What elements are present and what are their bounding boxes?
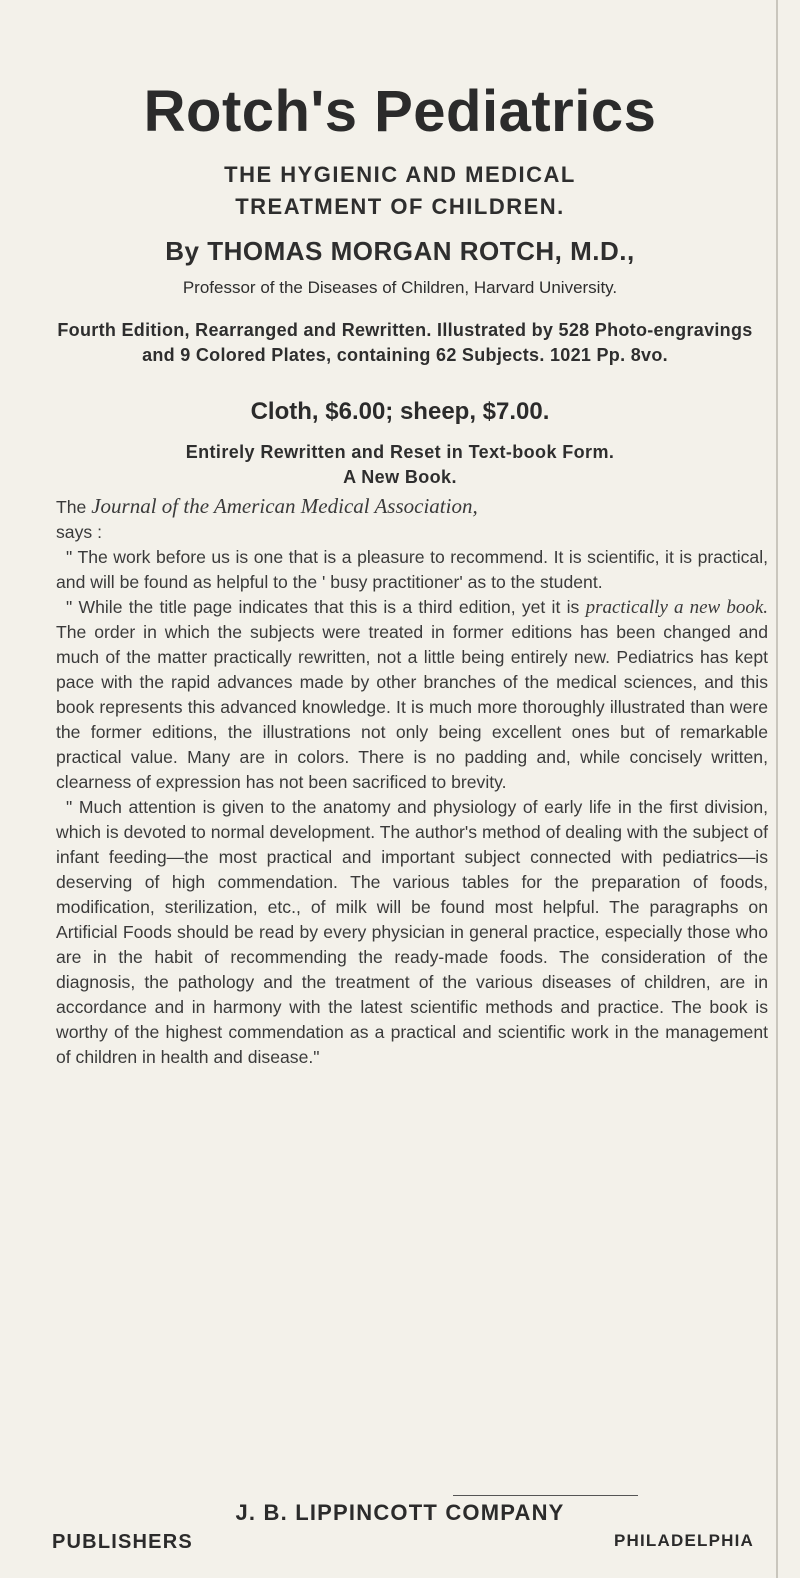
review-source <box>56 494 768 520</box>
review-paragraph-3: " Much attention is given to the anatomy and physiology of early life in the first division, which is devoted to normal development. The author's method of dealing with the subject of infant feeding—the most practical and important subject connected with pediatrics—is deserving of high commendation. The various tables for the preparation of foods, modification, sterilization, etc., of milk will be found most helpful. The paragraphs on Artificial Foods should be read by every physician in general practice, especially those who are in the habit of recommending the ready-made foods. The consideration of the diagnosis, the pathology and the treatment of the various diseases of children, are in accordance and in harmony with the latest scientific methods and practice. The book is worthy of the highest commendation as a practical and scientific work in the management of children in health and disease." <box>56 797 768 1067</box>
rewritten-notice <box>0 440 800 490</box>
publisher-name: J. B. LIPPINCOTT COMPANY <box>235 1500 565 1525</box>
rewritten-line-2: A New Book. <box>343 467 457 487</box>
publisher-city: PHILADELPHIA <box>613 1531 754 1550</box>
review-quote <box>56 494 768 1070</box>
review-p2-end: The order in which the subjects were treated in former editions has been changed and much of the matter practically rewritten, not a little being entirely new. Pediatrics has kept pace with the rapid advances made by other branches of the medical sciences, and this book represents this advanced knowledge. It is much more thoroughly illustrated than were the former editions, the illustrations not only being excellent ones but of remarkable practical value. Many are in colors. There is no padding and, while concisely written, clearness of expression has not been sacrificed to brevity. <box>56 622 768 792</box>
review-paragraph-2 <box>56 595 768 795</box>
rewritten-line-1: Entirely Rewritten and Reset in Text-book Form. <box>185 442 615 462</box>
journal-name: Journal of the American Medical Association, <box>91 494 478 518</box>
review-says: says : <box>56 522 102 542</box>
book-title: Rotch's Pediatrics <box>143 79 657 144</box>
author-title: Professor of the Diseases of Children, Harvard University. <box>182 278 618 297</box>
subtitle-line-2: TREATMENT OF CHILDREN. <box>235 194 565 219</box>
author-line: By THOMAS MORGAN ROTCH, M.D., <box>165 236 635 266</box>
review-p2-emphasis: practically a new book. <box>585 597 768 618</box>
edition-details: Fourth Edition, Rearranged and Rewritten. Illustrated by 528 Photo-engravings and 9 Colored Plates, containing 62 Subjects. 1021 Pp. 8vo. <box>57 320 753 365</box>
publishers-label: PUBLISHERS <box>52 1531 193 1553</box>
journal-prefix: The <box>56 497 92 517</box>
closing-rule <box>453 1495 638 1496</box>
review-paragraph-1: " The work before us is one that is a pleasure to recommend. It is scientific, it is practical, and will be found as helpful to the ' busy practitioner' as to the student. <box>56 547 768 592</box>
subtitle-line-1: THE HYGIENIC AND MEDICAL <box>224 162 576 187</box>
price-line: Cloth, $6.00; sheep, $7.00. <box>250 398 550 425</box>
review-p2-start: " While the title page indicates that this is a third edition, yet it is <box>66 597 586 617</box>
